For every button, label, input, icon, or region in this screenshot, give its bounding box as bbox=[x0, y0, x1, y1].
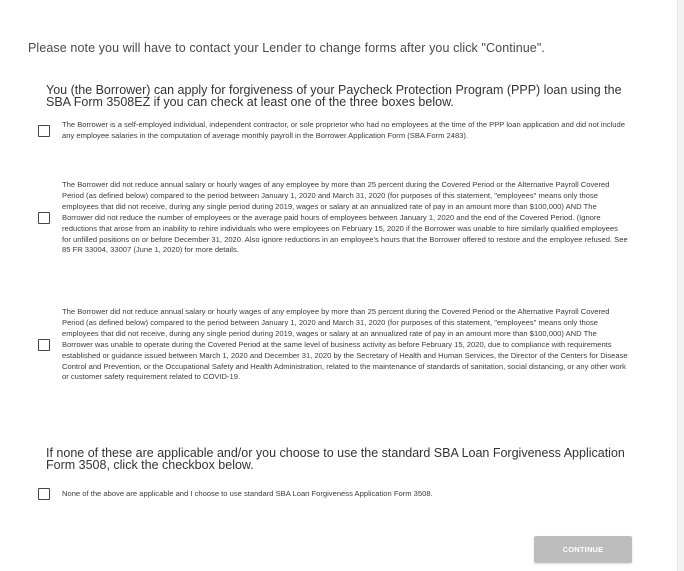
option-text: The Borrower did not reduce annual salary or hourly wages of any employee by more than 25 percent during the Covered Period or the Alternative Payroll Covered Period (as defined below) compared to the period between January 1, 2020 and March 31, 2020 (for purposes of this statement, "employees" means only those employees that did not receive, during any single period during 2019, wages or salary at an annualized rate of pay in an amount more than $100,000) AND The Borrower did not reduce the number of employees or the average paid hours of employees between January 1, 2020 and the end of the Covered Period. (Ignore reductions that arose from an inability to rehire individuals who were employees on February 15, 2020 if the Borrower was unable to hire similarly qualified employees for unfilled positions on or before December 31, 2020. Also ignore reductions in an employee's hours that the Borrower offered to restore and the employee refused. See 85 FR 33004, 33007 (June 1, 2020) for more details. bbox=[62, 180, 628, 255]
ez-eligibility-heading: You (the Borrower) can apply for forgiveness of your Paycheck Protection Program (PPP) loan using the SBA Form 3508EZ if you can check at least one of the three boxes below. bbox=[46, 83, 622, 109]
option-standard-form[interactable] bbox=[38, 488, 628, 500]
option-unable-to-operate[interactable] bbox=[38, 307, 628, 383]
unable-to-operate-checkbox[interactable] bbox=[38, 339, 50, 351]
lender-notice: Please note you will have to contact your Lender to change forms after you click "Continue". bbox=[28, 41, 545, 55]
standard-form-heading: If none of these are applicable and/or you choose to use the standard SBA Loan Forgiveness Application Form 3508, click the checkbox below. bbox=[46, 446, 625, 472]
continue-button[interactable]: CONTINUE bbox=[534, 536, 632, 563]
option-text: The Borrower is a self-employed individual, independent contractor, or sole proprietor who had no employees at the time of the PPP loan application and did not include any employee salaries in the computation of average monthly payroll in the Borrower Application Form (SBA Form 2483). bbox=[62, 120, 625, 140]
option-text: None of the above are applicable and I choose to use standard SBA Loan Forgiveness Application Form 3508. bbox=[62, 488, 433, 498]
option-no-reduction-employees[interactable] bbox=[38, 180, 628, 256]
standard-form-checkbox[interactable] bbox=[38, 488, 50, 500]
page-right-border bbox=[677, 0, 684, 571]
self-employed-checkbox[interactable] bbox=[38, 125, 50, 137]
no-reduction-employees-checkbox[interactable] bbox=[38, 212, 50, 224]
option-text: The Borrower did not reduce annual salary or hourly wages of any employee by more than 25 percent during the Covered Period or the Alternative Payroll Covered Period (as defined below) compared to the period between January 1, 2020 and March 31, 2020 (for purposes of this statement, "employees" means only those employees that did not receive, during any single period during 2019, wages or salary at an annualized rate of pay in an amount more than $100,000) AND The Borrower was unable to operate during the Covered Period at the same level of business activity as before February 15, 2020, due to compliance with requirements established or guidance issued between March 1, 2020 and December 31, 2020 by the Secretary of Health and Human Services, the Director of the Centers for Disease Control and Prevention, or the Occupational Safety and Health Administration, related to the maintenance of standards of sanitation, social distancing, or any other work or customer safety requirement related to COVID-19. bbox=[62, 307, 628, 382]
option-self-employed[interactable] bbox=[38, 120, 628, 142]
